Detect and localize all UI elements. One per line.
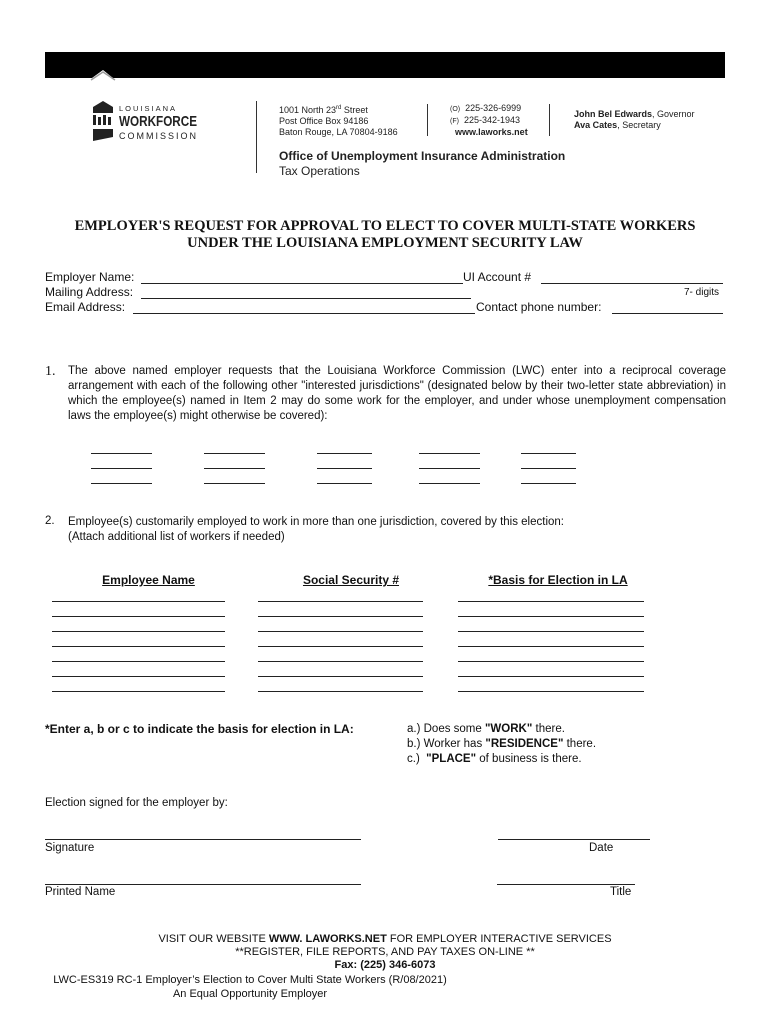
basis-field[interactable] [458,676,644,677]
ssn-field[interactable] [258,661,423,662]
contact-divider [549,104,550,136]
jurisdiction-field[interactable] [204,453,265,454]
basis-a-text: a.) Does some [407,723,485,735]
jurisdiction-field[interactable] [317,483,372,484]
item1-number: 1. [45,364,56,379]
footer-fax: Fax: (225) 346-6073 [334,959,436,971]
employee-name-field[interactable] [52,601,225,602]
basis-b-text: b.) Worker has [407,738,486,750]
lwc-logo [91,99,201,145]
employee-name-field[interactable] [52,616,225,617]
basis-b-bold: "RESIDENCE" [485,738,564,750]
logo-mark-icon [91,99,117,143]
address-divider [427,104,428,136]
signature-label: Signature [45,842,95,854]
jurisdiction-field[interactable] [419,468,480,469]
mailing-address-label: Mailing Address: [45,285,134,299]
header-roof-shape [45,66,725,90]
office-phone: 225-326-6999 [465,103,522,113]
governor-name: John Bel Edwards [574,109,653,119]
address-block [279,103,398,138]
ssn-field[interactable] [258,601,423,602]
jurisdiction-field[interactable] [521,468,576,469]
fax-phone: 225-342-1943 [463,115,521,125]
footer-form-id: LWC-ES319 RC-1 Employer’s Election to Cover Multi State Workers (R/08/2021) [53,974,447,986]
ssn-field[interactable] [258,646,423,647]
signature-field[interactable] [45,839,361,840]
form-title [30,218,740,252]
jurisdiction-field[interactable] [317,453,372,454]
office-name: Office of Unemployment Insurance Administration [279,149,566,163]
item2-text [68,515,564,545]
jurisdiction-field[interactable] [419,453,480,454]
basis-option-a [407,722,596,737]
footer-visit [40,933,730,946]
basis-field[interactable] [458,631,644,632]
basis-c-text: c.) [407,753,427,765]
jurisdiction-field[interactable] [419,483,480,484]
secretary-title: , Secretary [617,120,661,130]
footer-website-link[interactable]: WWW. LAWORKS.NET [268,933,387,945]
col-ssn-header: Social Security # [302,573,400,587]
address-city: Baton Rouge, LA 70804-9186 [279,127,398,137]
basis-a-post: there. [532,723,565,735]
jurisdiction-field[interactable] [521,483,576,484]
ui-account-label: UI Account # [463,270,532,284]
contact-phone-label: Contact phone number: [476,300,602,314]
email-address-label: Email Address: [45,300,126,314]
jurisdiction-field[interactable] [204,483,265,484]
officials-block [574,109,695,131]
office-dept: Tax Operations [279,164,360,178]
logo-text-line3: COMMISSION [119,131,199,141]
printed-name-field[interactable] [45,884,361,885]
employee-name-field[interactable] [52,646,225,647]
fax-prefix: (F) [450,118,459,125]
jurisdiction-field[interactable] [91,483,152,484]
item2-number: 2. [45,515,55,527]
ssn-field[interactable] [258,676,423,677]
address-pobox: Post Office Box 94186 [279,116,369,126]
basis-prompt: *Enter a, b or c to indicate the basis for election in LA: [45,722,354,736]
employer-name-field[interactable] [141,283,463,284]
jurisdiction-field[interactable] [317,468,372,469]
basis-field[interactable] [458,601,644,602]
date-label: Date [589,842,614,854]
employee-name-field[interactable] [52,631,225,632]
date-field[interactable] [498,839,650,840]
item1-text: The above named employer requests that the Louisiana Workforce Commission (LWC) enter into a reciprocal coverage arrangement with each of the following other "interested jurisdictions" (designated below by their two-letter state abbreviation) in which the employee(s) named in Item 2 may do some work for the employer, and under whose unemployment compensation laws the employee(s) might otherwise be covered): [68,365,726,422]
basis-c-post: of business is there. [476,753,582,765]
col-employee-name-header: Employee Name [102,573,195,587]
employee-name-field[interactable] [52,691,225,692]
footer-register: **REGISTER, FILE REPORTS, AND PAY TAXES ON-LINE ** [235,946,535,958]
item2-line2: (Attach additional list of workers if needed) [68,531,285,543]
logo-text-line2: WORKFORCE [119,113,197,130]
basis-a-bold: "WORK" [484,723,533,735]
basis-field[interactable] [458,691,644,692]
col-basis-header: *Basis for Election in LA [488,573,628,587]
employee-name-field[interactable] [52,661,225,662]
footer-eoe: An Equal Opportunity Employer [172,988,328,1000]
contact-phone-field[interactable] [612,313,723,314]
jurisdiction-field[interactable] [521,453,576,454]
ssn-field[interactable] [258,616,423,617]
basis-option-c [407,752,596,767]
signature-intro: Election signed for the employer by: [45,797,228,809]
form-title-line1: EMPLOYER'S REQUEST FOR APPROVAL TO ELECT TO COVER MULTI-STATE WORKERS [74,218,696,234]
basis-field[interactable] [458,646,644,647]
employee-name-field[interactable] [52,676,225,677]
ui-account-field[interactable] [541,283,723,284]
mailing-address-field[interactable] [141,298,471,299]
ssn-field[interactable] [258,691,423,692]
jurisdiction-field[interactable] [91,453,152,454]
basis-option-b [407,737,596,752]
jurisdiction-field[interactable] [91,468,152,469]
basis-options [407,722,596,767]
email-address-field[interactable] [133,313,475,314]
governor-title: , Governor [652,109,695,119]
office-phone-prefix: (O) [450,106,461,113]
form-title-line2: UNDER THE LOUISIANA EMPLOYMENT SECURITY LAW [187,235,583,251]
header-divider [256,101,257,173]
title-field[interactable] [497,884,635,885]
basis-field[interactable] [458,661,644,662]
logo-text-line1: LOUISIANA [119,104,178,113]
printed-name-label: Printed Name [45,886,116,898]
basis-field[interactable] [458,616,644,617]
footer-visit-post: FOR EMPLOYER INTERACTIVE SERVICES [386,933,612,945]
basis-b-post: there. [563,738,597,750]
footer-visit-pre: VISIT OUR WEBSITE [158,933,269,945]
address-street: 1001 North 23rd Street [279,105,368,115]
footer-form-block [30,973,470,1001]
digits-note: 7- digits [684,287,720,298]
secretary-name: Ava Cates [574,120,618,130]
ssn-field[interactable] [258,631,423,632]
jurisdiction-field[interactable] [204,468,265,469]
item2-line1: Employee(s) customarily employed to work in more than one jurisdiction, covered by this election: [68,516,564,528]
employer-name-label: Employer Name: [45,270,135,284]
contact-block [450,103,528,138]
footer [40,933,730,972]
basis-c-bold: "PLACE" [426,753,477,765]
title-label: Title [610,886,632,898]
website-link[interactable]: www.laworks.net [455,127,528,137]
